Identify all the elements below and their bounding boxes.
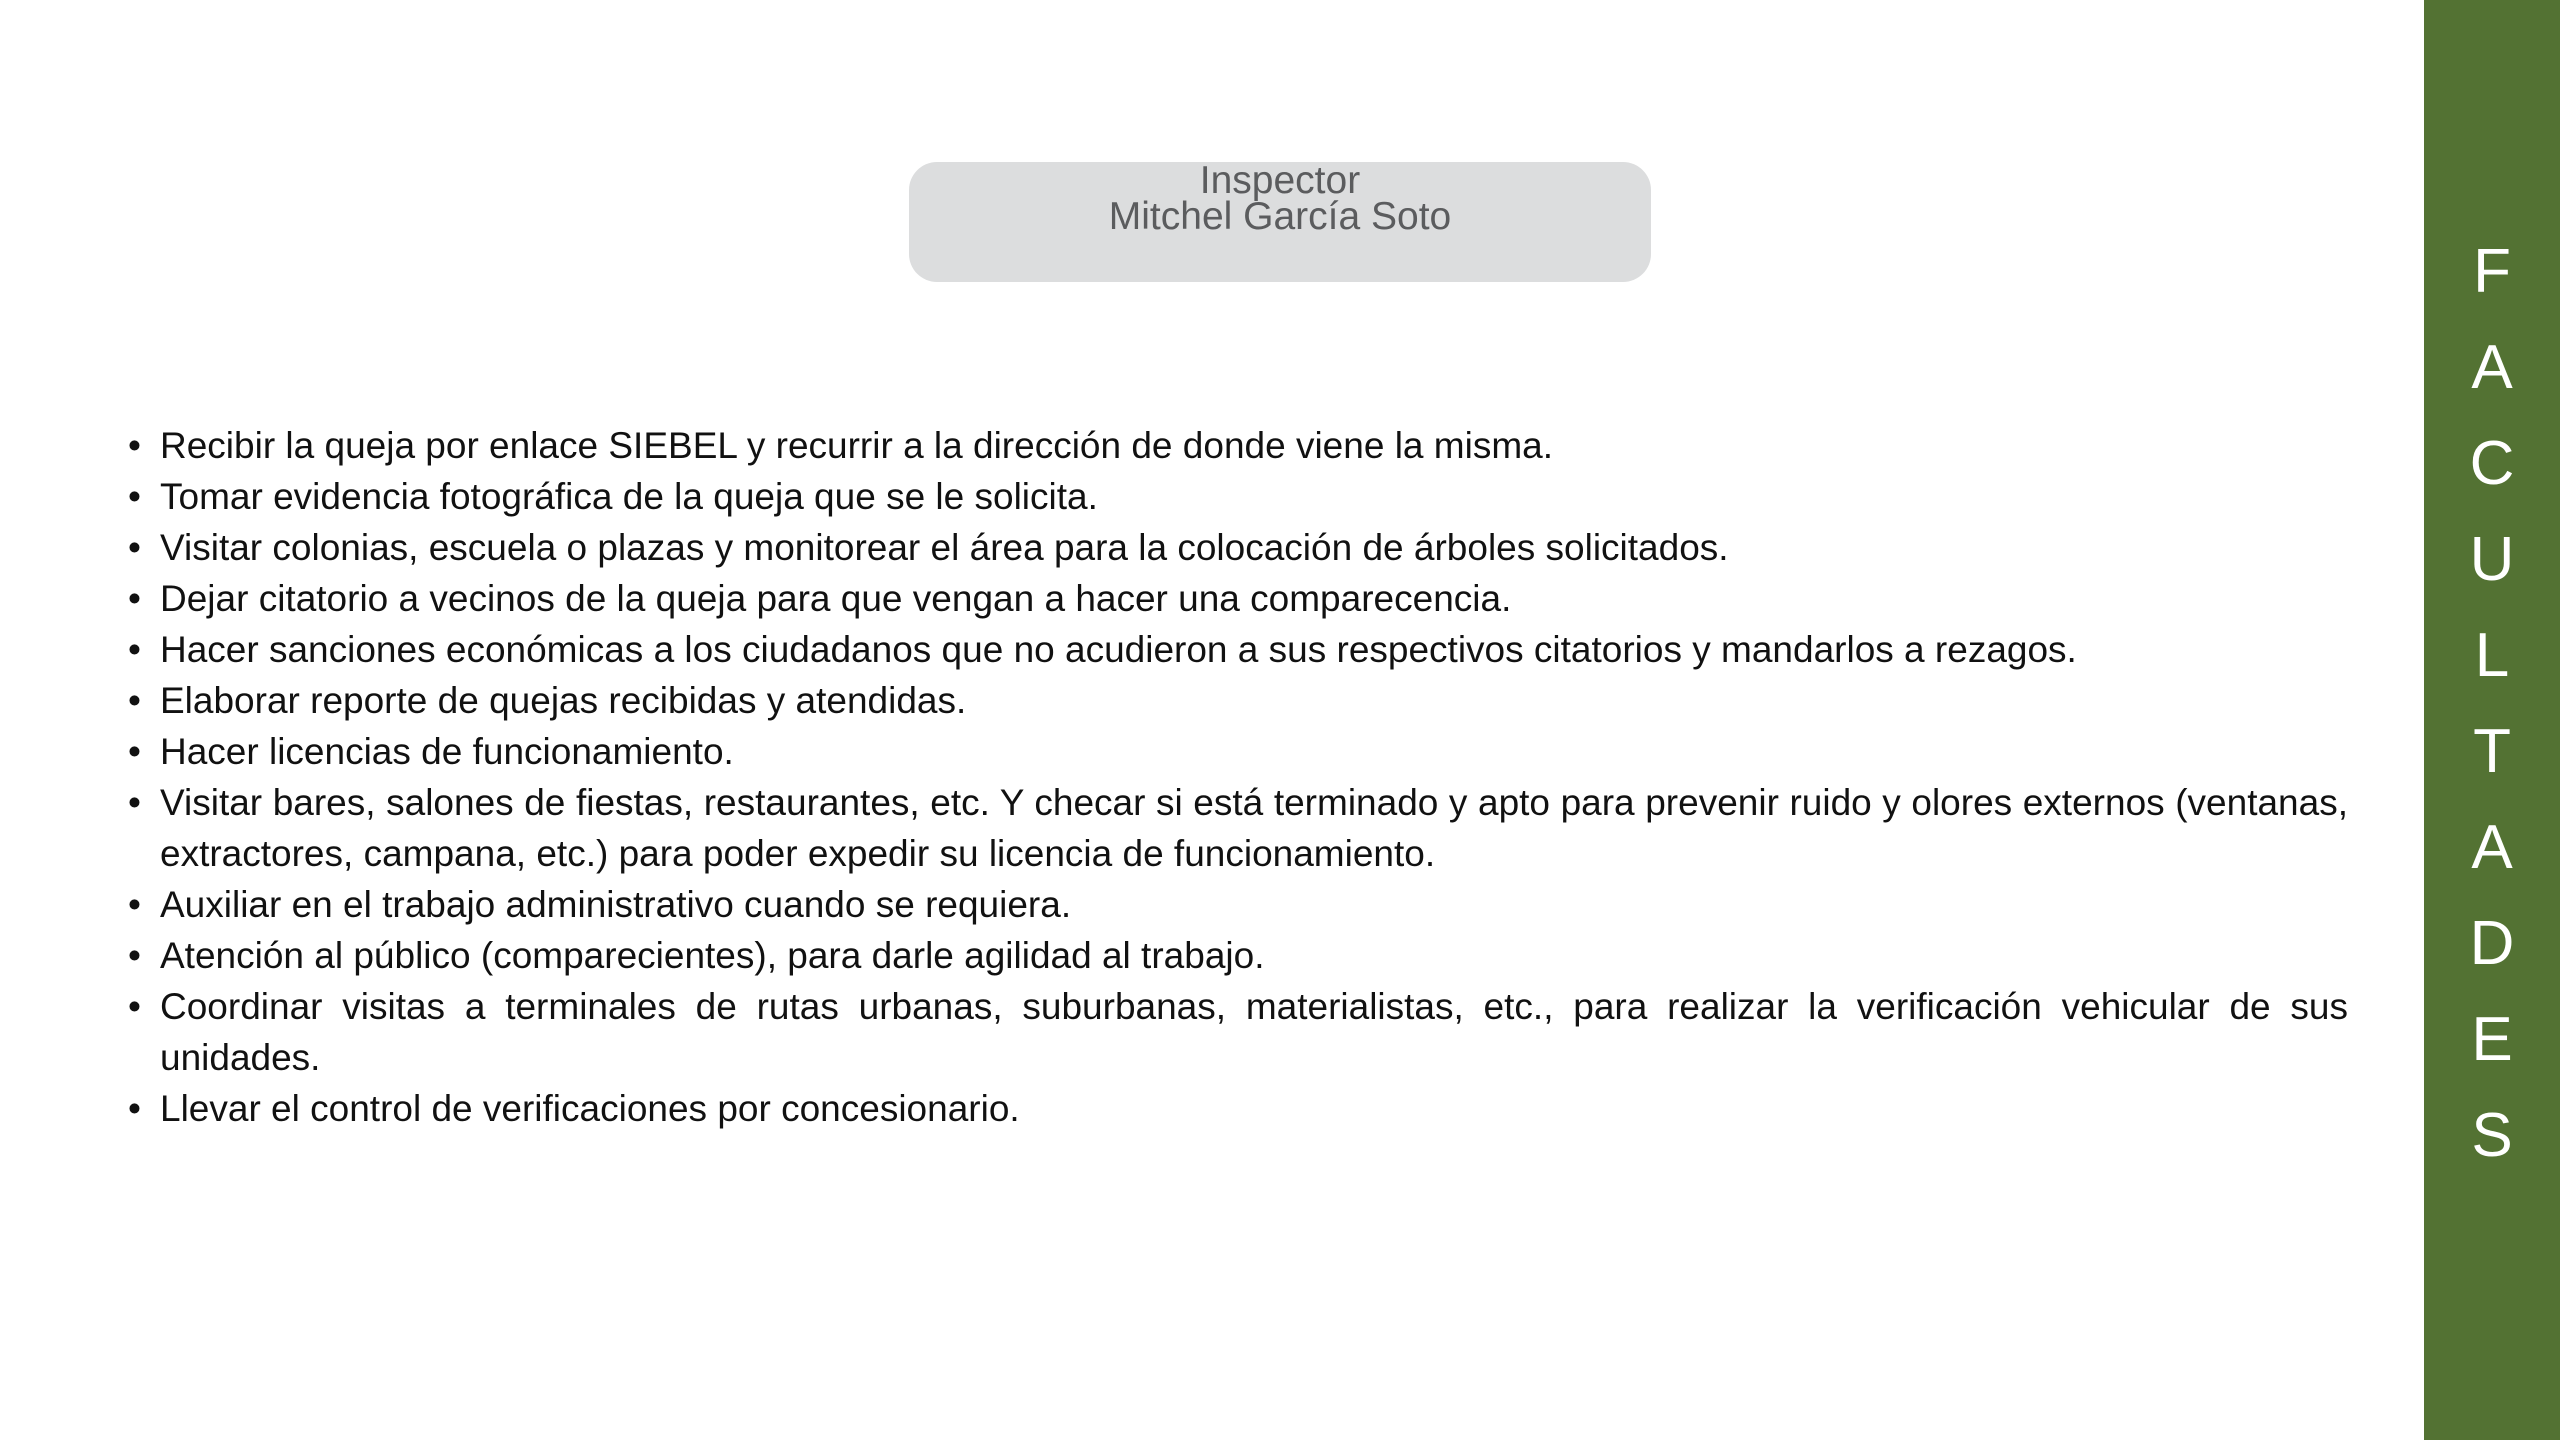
duty-text: Dejar citatorio a vecinos de la queja para que vengan a hacer una comparecencia. xyxy=(160,578,1512,619)
bullet-icon: • xyxy=(128,425,141,466)
inspector-name: Mitchel García Soto xyxy=(1108,195,1452,238)
duty-item xyxy=(128,624,2348,675)
duty-text: Llevar el control de verificaciones por concesionario. xyxy=(160,1088,1020,1129)
bullet-icon: • xyxy=(128,782,141,823)
sidebar-letter: F xyxy=(2473,237,2511,306)
bullet-icon: • xyxy=(128,578,141,619)
sidebar-vertical-title xyxy=(2424,224,2560,1184)
bullet-icon: • xyxy=(128,527,141,568)
bullet-icon: • xyxy=(128,1088,141,1129)
duty-item xyxy=(128,930,2348,981)
bullet-icon: • xyxy=(128,629,141,670)
duty-text: Coordinar visitas a terminales de rutas urbanas, suburbanas, materialistas, etc., para realizar la verificación vehicular de sus unidades. xyxy=(160,986,2348,1078)
duty-item xyxy=(128,1083,2348,1134)
duty-item xyxy=(128,471,2348,522)
inspector-title-box xyxy=(909,159,1651,282)
sidebar-letter: A xyxy=(2471,813,2513,882)
bullet-icon: • xyxy=(128,476,141,517)
duty-text: Atención al público (comparecientes), para darle agilidad al trabajo. xyxy=(160,935,1265,976)
duty-item xyxy=(128,573,2348,624)
duty-item xyxy=(128,522,2348,573)
sidebar-letter: U xyxy=(2469,525,2515,594)
bullet-icon: • xyxy=(128,935,141,976)
sidebar-letter: C xyxy=(2469,429,2515,498)
sidebar-letter: T xyxy=(2473,717,2511,786)
duty-text: Hacer licencias de funcionamiento. xyxy=(160,731,734,772)
duty-text: Hacer sanciones económicas a los ciudadanos que no acudieron a sus respectivos citatorios y mandarlos a rezagos. xyxy=(160,629,2077,670)
bullet-icon: • xyxy=(128,884,141,925)
bullet-icon: • xyxy=(128,680,141,721)
duty-text: Auxiliar en el trabajo administrativo cuando se requiera. xyxy=(160,884,1072,925)
duty-item xyxy=(128,879,2348,930)
duty-item xyxy=(128,675,2348,726)
facultades-sidebar xyxy=(2424,0,2560,1440)
duty-text: Visitar colonias, escuela o plazas y monitorear el área para la colocación de árboles solicitados. xyxy=(160,527,1729,568)
duty-text: Visitar bares, salones de fiestas, restaurantes, etc. Y checar si está terminado y apto para prevenir ruido y olores externos (ventanas, extractores, campana, etc.) para poder expedir su licencia de funcionamiento. xyxy=(160,782,2348,874)
duty-text: Elaborar reporte de quejas recibidas y atendidas. xyxy=(160,680,967,721)
inspector-role: Inspector xyxy=(1199,159,1361,202)
sidebar-letter: A xyxy=(2471,333,2513,402)
duties-list xyxy=(128,420,2348,1134)
duty-item xyxy=(128,726,2348,777)
duty-item xyxy=(128,420,2348,471)
duty-text: Tomar evidencia fotográfica de la queja que se le solicita. xyxy=(160,476,1098,517)
duty-text: Recibir la queja por enlace SIEBEL y recurrir a la dirección de donde viene la misma. xyxy=(160,425,1553,466)
duty-item xyxy=(128,777,2348,879)
sidebar-letter: S xyxy=(2471,1101,2513,1170)
duty-item xyxy=(128,981,2348,1083)
sidebar-letter: L xyxy=(2474,621,2510,690)
bullet-icon: • xyxy=(128,986,141,1027)
sidebar-letter: D xyxy=(2469,909,2515,978)
sidebar-letter: E xyxy=(2471,1005,2513,1074)
bullet-icon: • xyxy=(128,731,141,772)
